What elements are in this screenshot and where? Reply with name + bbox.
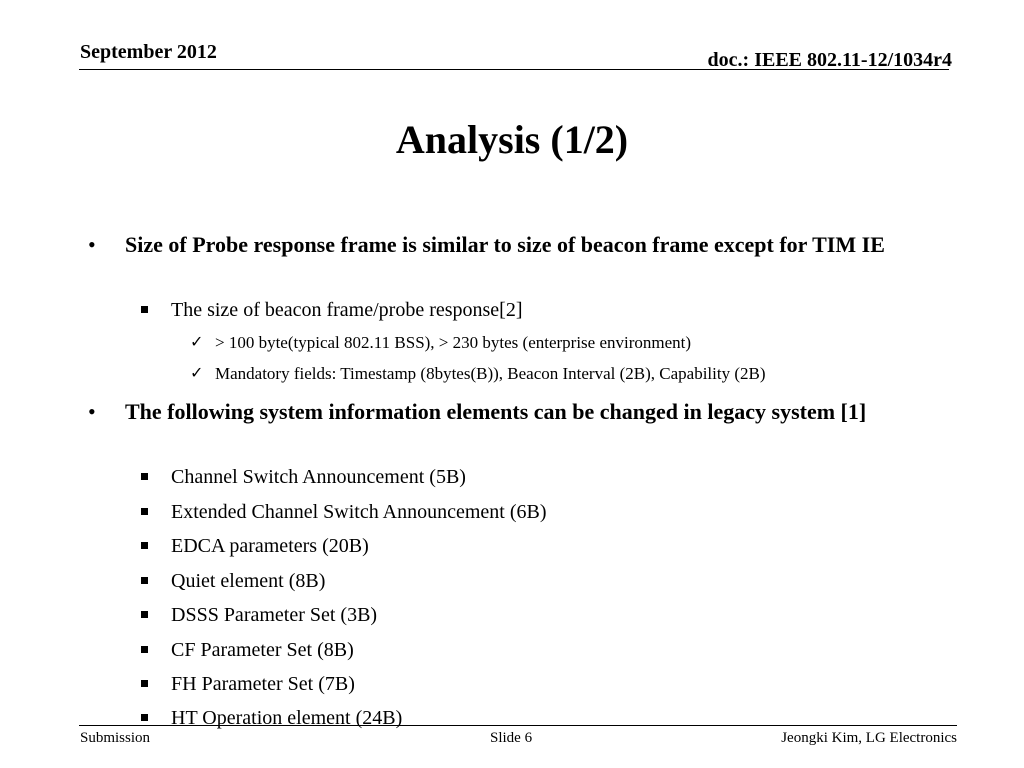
sub-bullet-text: The size of beacon frame/probe response[2] [171, 299, 523, 321]
sub-bullet-text: EDCA parameters (20B) [171, 535, 369, 557]
square-bullet-icon [141, 611, 148, 618]
sub-bullet-text: HT Operation element (24B) [171, 707, 403, 729]
bullet-icon: • [88, 232, 96, 257]
square-bullet-icon [141, 714, 148, 721]
footer-divider [79, 725, 957, 726]
sub-sub-bullet-text: Mandatory fields: Timestamp (8bytes(B)), Beacon Interval (2B), Capability (2B) [215, 364, 766, 383]
header-date: September 2012 [80, 41, 217, 63]
sub-bullet-text: CF Parameter Set (8B) [171, 639, 354, 661]
square-bullet-icon [141, 473, 148, 480]
check-bullet-icon: ✓ [190, 334, 204, 351]
sub-sub-bullet-text: > 100 byte(typical 802.11 BSS), > 230 bytes (enterprise environment) [215, 333, 692, 352]
footer-submission: Submission [80, 730, 151, 746]
sub-bullet-text: Channel Switch Announcement (5B) [171, 466, 466, 488]
header-divider [79, 69, 949, 70]
footer-author: Jeongki Kim, LG Electronics [781, 730, 957, 746]
header-doc-id: doc.: IEEE 802.11-12/1034r4 [707, 49, 952, 71]
footer-slide-number: Slide 6 [490, 730, 533, 746]
square-bullet-icon [141, 508, 148, 515]
bullet-icon: • [88, 399, 96, 424]
sub-bullet-text: FH Parameter Set (7B) [171, 673, 355, 695]
slide-title: Analysis (1/2) [395, 117, 629, 162]
square-bullet-icon [141, 542, 148, 549]
sub-bullet-text: DSSS Parameter Set (3B) [171, 604, 378, 626]
bullet-text: Size of Probe response frame is similar to size of beacon frame except for TIM IE [125, 232, 885, 257]
square-bullet-icon [141, 577, 148, 584]
check-bullet-icon: ✓ [190, 365, 204, 382]
square-bullet-icon [141, 646, 148, 653]
square-bullet-icon [141, 306, 148, 313]
square-bullet-icon [141, 680, 148, 687]
bullet-text: The following system information elements can be changed in legacy system [1] [125, 399, 867, 424]
sub-bullet-text: Quiet element (8B) [171, 570, 326, 592]
sub-bullet-text: Extended Channel Switch Announcement (6B) [171, 501, 547, 523]
